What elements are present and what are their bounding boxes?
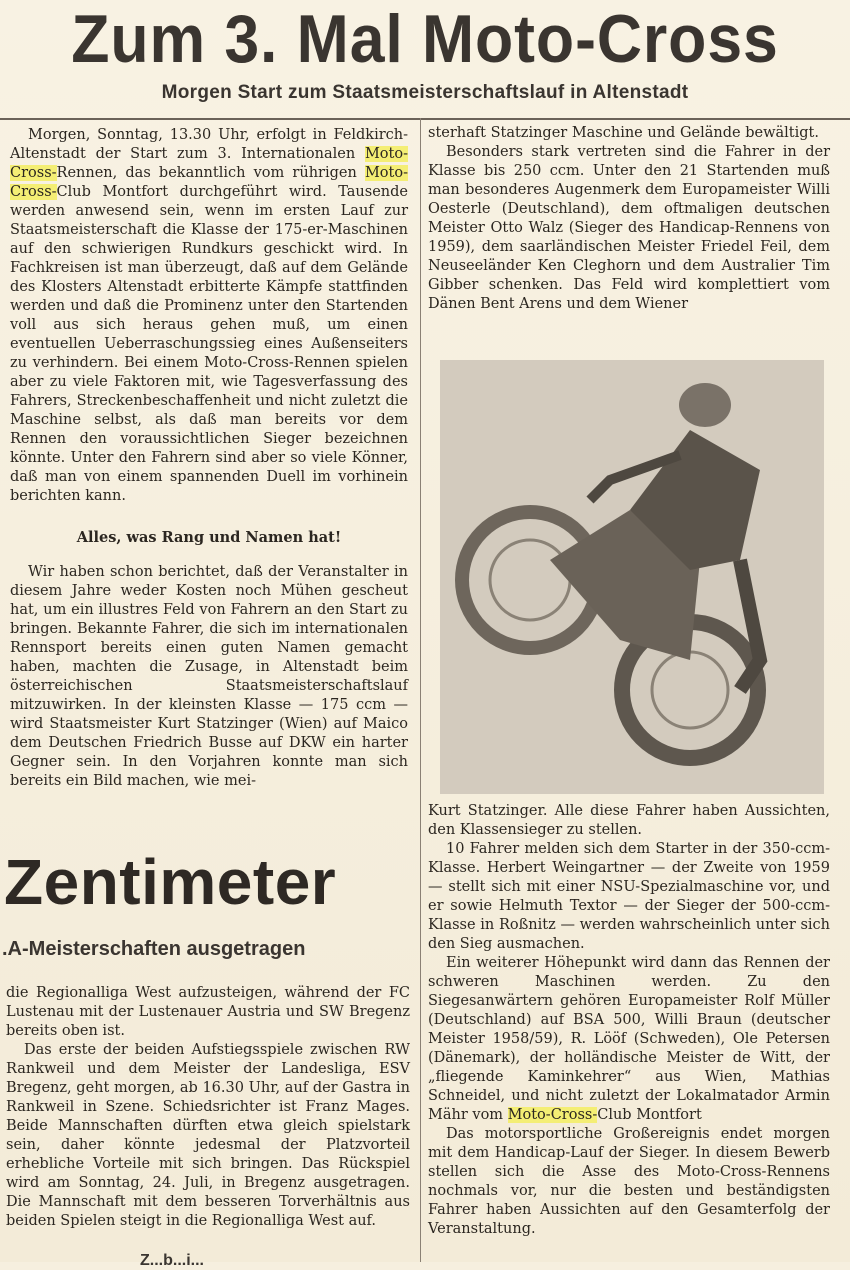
column-right-bottom — [428, 802, 830, 1239]
search-highlight: Moto-Cross- — [10, 165, 408, 200]
paragraph-handicap: Das motorsportliche Großereignis endet morgen mit dem Handicap-Lauf der Sieger. In diesem Bewerb stellen sich die Asse des Moto-Cross-Rennens nochmals vor, nur die besten und beständigsten Fahrer haben Aussichten auf den Gesamterfolg der Veranstaltung. — [428, 1126, 830, 1237]
column-right-top — [428, 124, 830, 314]
motorcycle-rider-image — [440, 360, 824, 794]
paragraph-continuation: sterhaft Statzinger Maschine und Gelände bewältigt. — [428, 125, 819, 141]
paragraph-intro: Morgen, Sonntag, 13.30 Uhr, erfolgt in Feldkirch-Altenstadt der Start zum 3. Internationalen Moto-Cross-Rennen, das bekanntlich vom rührigen Moto-Cross-Club Montfort durchgeführt wird. Tausende werden anwesend sein, wenn im ersten Lauf zur Staatsmeisterschaft die Klasse der 175-er-Maschinen auf den schwierigen Rundkurs geschickt wird. In Fachkreisen ist man überzeugt, daß auf dem Gelände des Klosters Altenstadt erbitterte Kämpfe stattfinden werden und daß die Prominenz unter den Startenden voll aus sich heraus gehen muß, um einen eventuellen Ueberraschungssieg eines Außenseiters zu verhindern. Bei einem Moto-Cross-Rennen spielen aber zu viele Faktoren mit, wie Tagesverfassung des Fahrers, Streckenbeschaffenheit und nicht zuletzt die Maschine selbst, als daß man bereits vor dem Rennen den voraussichtlichen Sieger bezeichnen könnte. Unter den Fahrern sind aber so viele Könner, daß man von einem spannenden Duell im vorhinein berichten kann. — [10, 127, 408, 504]
article-subheadline: Morgen Start zum Staatsmeisterschaftslauf in Altenstadt — [161, 82, 689, 103]
paragraph-250ccm: Besonders stark vertreten sind die Fahrer in der Klasse bis 250 ccm. Unter den 21 Startenden muß man besonderes Augenmerk dem Europameister Willi Oesterle (Deutschland), dem oftmaligen deutschen Meister Otto Walz (Sieger des Handicap-Rennens von 1959), dem saarländischen Meister Friedel Feil, dem Neuseeländer Ken Cleghorn und dem Australier Tim Gibber schenken. Das Feld wird komplettiert vom Dänen Bent Arens und dem Wiener — [428, 144, 830, 312]
article-headline: Zum 3. Mal Moto-Cross — [71, 1, 779, 77]
cut-off-heading: Z...b...i... — [140, 1252, 204, 1269]
headline-rule — [0, 118, 850, 120]
paragraph-regionalliga: die Regionalliga West aufzusteigen, während der FC Lustenau mit der Lustenauer Austria und SW Bregenz bereits oben ist. — [6, 985, 410, 1039]
column-left — [10, 126, 408, 791]
second-article-subheadline: .A-Meisterschaften ausgetragen — [2, 938, 306, 960]
section-subtitle: Alles, was Rang und Namen hat! — [76, 529, 342, 546]
paragraph-aufstiegsspiele: Das erste der beiden Aufstiegsspiele zwischen RW Rankweil und dem Meister der Landesliga, ESV Bregenz, geht morgen, ab 16.30 Uhr, auf der Gastra in Rankweil in Szene. Schiedsrichter ist Franz Mages. Beide Mannschaften dürften etwa gleich spielstark sein, daher könnte jedesmal der Platzvorteil erhebliche Vorteile mit sich bringen. Das Rückspiel wird am Sonntag, 24. Juli, in Bregenz ausgetragen. Die Mannschaft mit dem besseren Torverhältnis aus beiden Spielen steigt in die Regionalliga West auf. — [6, 1042, 410, 1229]
column-left-bottom — [6, 984, 410, 1231]
search-highlight: Moto-Cross- — [10, 146, 408, 181]
paragraph-heavy-class: Ein weiterer Höhepunkt wird dann das Rennen der schweren Maschinen werden. Zu den Siegesanwärtern gehören Europameister Rolf Müller (Deutschland) auf BSA 500, Willi Braun (deutscher Meister 1958/59), R. Lööf (Schweden), Ole Petersen (Dänemark), der holländische Meister de Witt, der „fliegende Kaminkehrer“ aus Wien, Mathias Schneidel, und nicht zuletzt der Lokalmatador Armin Mähr vom Moto-Cross-Club Montfort — [428, 955, 830, 1123]
search-highlight: Moto-Cross- — [507, 1107, 598, 1123]
paragraph-field: Wir haben schon berichtet, daß der Veranstalter in diesem Jahre weder Kosten noch Mühen gescheut hat, um ein illustres Feld von Fahrern an den Start zu bringen. Bekannte Fahrer, die sich im internationalen Rennsport bereits einen guten Namen gemacht haben, machten die Zusage, in Altenstadt beim österreichischen Staatsmeisterschaftslauf mitzuwirken. In der kleinsten Klasse — 175 ccm — wird Staatsmeister Kurt Statzinger (Wien) auf Maico dem Deutschen Friedrich Busse auf DKW ein harter Gegner sein. In den Vorjahren konnte man sich bereits ein Bild machen, wie mei- — [10, 564, 408, 789]
rider-photo — [440, 360, 824, 794]
column-divider — [420, 118, 421, 1262]
paragraph-statzinger: Kurt Statzinger. Alle diese Fahrer haben Aussichten, den Klassensieger zu stellen. — [428, 803, 830, 838]
paragraph-350ccm: 10 Fahrer melden sich dem Starter in der 350-ccm-Klasse. Herbert Weingartner — der Zweite von 1959 — stellt sich mit einer NSU-Spezialmaschine vor, und er sowie Helmuth Textor — der Sieger der 500-ccm-Klasse in Roßnitz — werden wahrscheinlich unter sich den Sieg ausmachen. — [428, 841, 830, 952]
second-article-headline: Zentimeter — [4, 846, 337, 918]
